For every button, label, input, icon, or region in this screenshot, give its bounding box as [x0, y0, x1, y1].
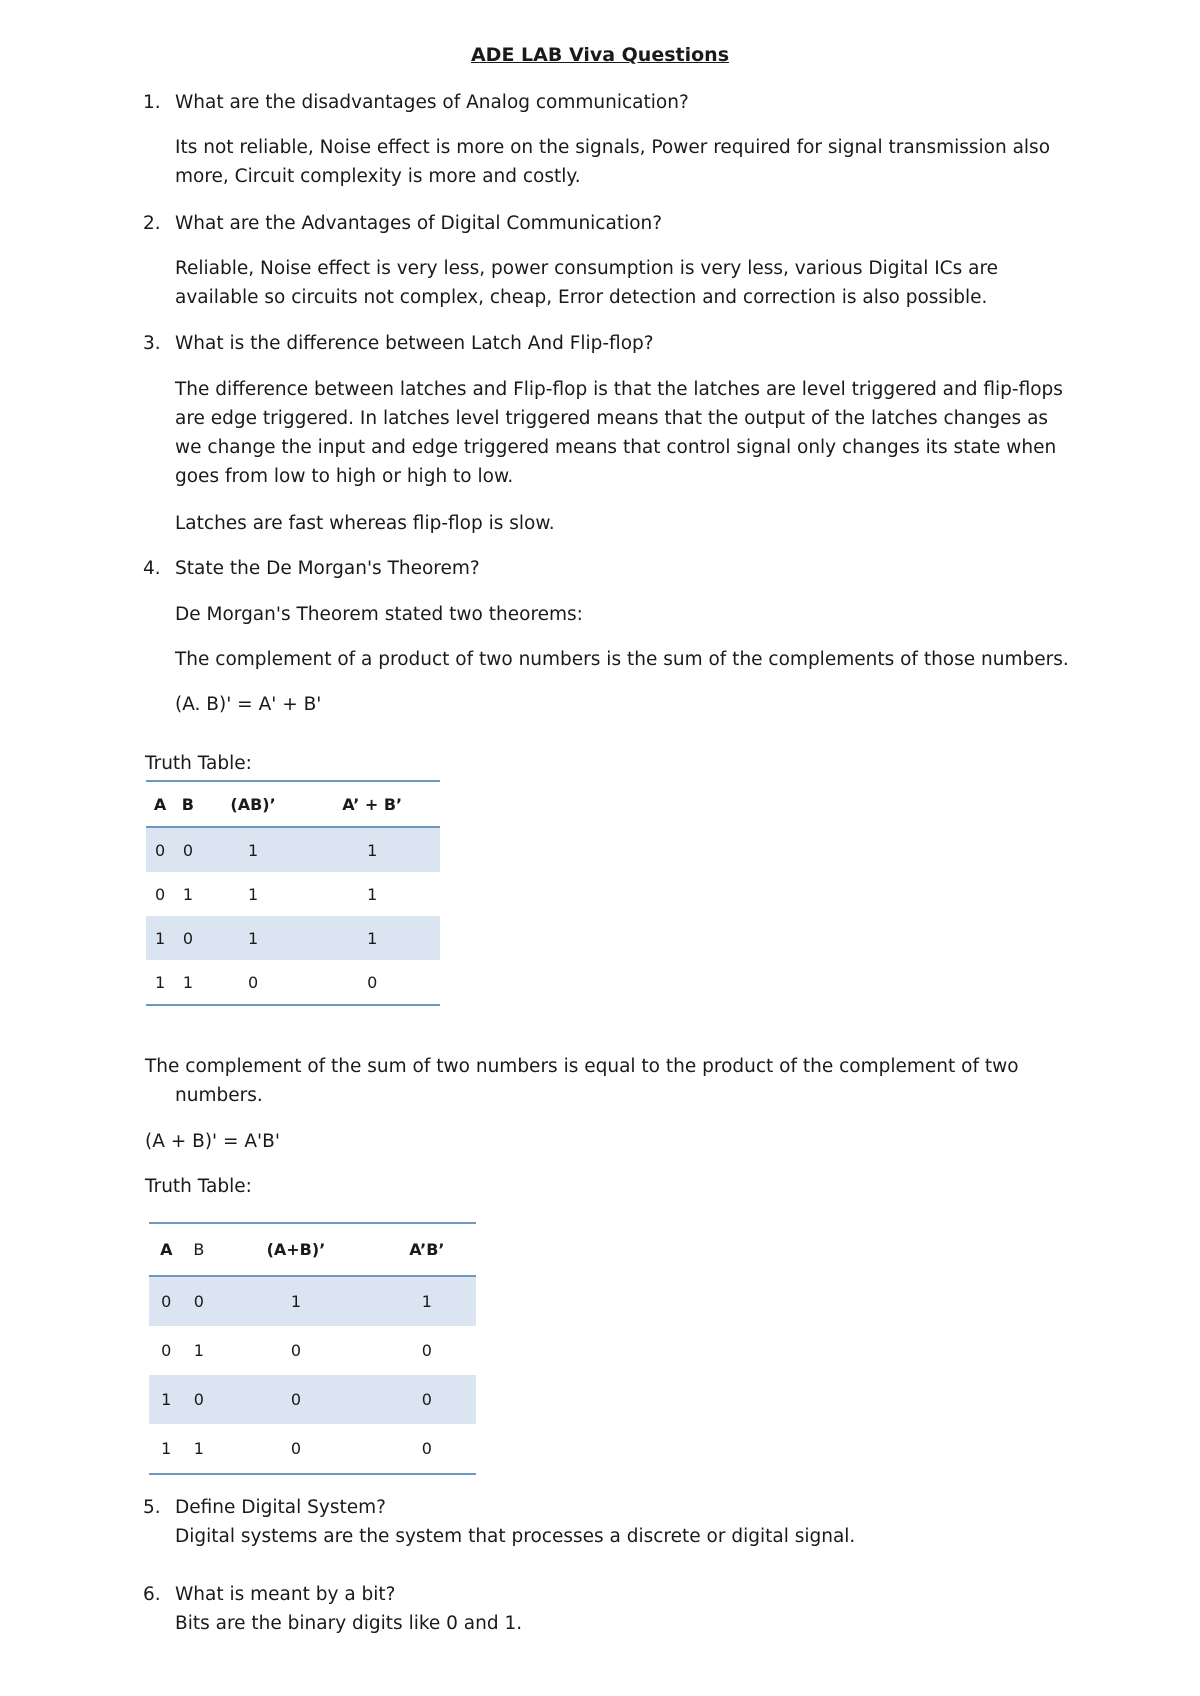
question-4 [143, 554, 480, 583]
question-3 [143, 329, 654, 358]
table-cell: 0 [290, 1341, 302, 1360]
table-cell: 1 [378, 1276, 476, 1326]
column-header: A’B’ [378, 1223, 476, 1276]
table-cell: 1 [193, 1439, 204, 1458]
question-number: 1. [143, 92, 161, 113]
table-cell: 1 [304, 827, 440, 872]
table-cell: 0 [367, 972, 378, 992]
question-2 [143, 209, 662, 238]
question-text: What are the Advantages of Digital Communication? [175, 213, 663, 234]
answer-6: Bits are the binary digits like 0 and 1. [175, 1613, 523, 1634]
table-cell: 1 [149, 1375, 184, 1424]
table-header-row [149, 1223, 476, 1276]
answer-2: Reliable, Noise effect is very less, power consumption is very less, various Digital ICs are available so circuits not complex, cheap, Error detection and correction is also possible. [175, 258, 999, 308]
table-row [149, 1326, 476, 1375]
table-cell: 1 [247, 884, 259, 904]
table-cell: 1 [154, 972, 166, 992]
table-cell: 1 [367, 884, 378, 904]
answer-5: Digital systems are the system that processes a discrete or digital signal. [175, 1526, 856, 1547]
truth-table-2-label: Truth Table: [145, 1176, 252, 1197]
table-cell: 1 [214, 1276, 378, 1326]
table-cell: 0 [184, 1276, 215, 1326]
question-1 [143, 88, 689, 117]
question-number: 5. [143, 1497, 161, 1518]
table-row [149, 1276, 476, 1326]
table-row [146, 872, 440, 916]
document-title: ADE LAB Viva Questions [470, 44, 730, 66]
table-cell: 0 [421, 1341, 432, 1360]
table-cell: 0 [161, 1341, 172, 1360]
table-cell: 1 [146, 916, 174, 960]
table-cell: 0 [154, 884, 166, 904]
formula-2: (A + B)' = A'B' [145, 1131, 280, 1152]
question-6 [143, 1580, 396, 1609]
table-cell: 1 [193, 1341, 204, 1360]
formula-1: (A. B)' = A' + B' [175, 694, 322, 715]
question-text: Define Digital System? [175, 1497, 386, 1518]
table-cell: 0 [421, 1439, 432, 1458]
theorem-intro: De Morgan's Theorem stated two theorems: [175, 604, 583, 625]
column-header: A’ + B’ [304, 781, 440, 827]
table-row [146, 916, 440, 960]
table-cell: 1 [202, 916, 305, 960]
question-number: 6. [143, 1584, 161, 1605]
table-cell: 0 [214, 1375, 378, 1424]
question-text: What are the disadvantages of Analog communication? [175, 92, 689, 113]
truth-table-1-label: Truth Table: [145, 753, 252, 774]
column-header: B [184, 1223, 215, 1276]
theorem-2: The complement of the sum of two numbers is equal to the product of the complement of two numbers. [145, 1056, 1019, 1106]
table-cell: 1 [202, 827, 305, 872]
column-header: (AB)’ [202, 781, 305, 827]
column-header: A [149, 1223, 184, 1276]
table-row [149, 1375, 476, 1424]
truth-table-2 [149, 1222, 476, 1475]
column-header: A [146, 781, 174, 827]
column-header: (A+B)’ [214, 1223, 378, 1276]
table-cell: 0 [146, 827, 174, 872]
table-cell: 1 [304, 916, 440, 960]
table-cell: 1 [182, 884, 193, 904]
question-number: 4. [143, 558, 161, 579]
table-row [149, 1424, 476, 1474]
question-text: What is the difference between Latch And Flip-flop? [175, 333, 654, 354]
table-cell: 0 [290, 1439, 302, 1458]
table-cell: 0 [174, 916, 202, 960]
answer-1: Its not reliable, Noise effect is more on the signals, Power required for signal transmission also more, Circuit complexity is more and costly. [175, 137, 1051, 187]
question-text: What is meant by a bit? [175, 1584, 396, 1605]
table-row [146, 960, 440, 1005]
table-cell: 0 [378, 1375, 476, 1424]
table-row [146, 827, 440, 872]
truth-table-1 [146, 780, 440, 1006]
answer-3-note: Latches are fast whereas flip-flop is slow. [175, 513, 555, 534]
question-5 [143, 1493, 386, 1522]
question-number: 2. [143, 213, 161, 234]
question-number: 3. [143, 333, 161, 354]
table-header-row [146, 781, 440, 827]
table-cell: 1 [182, 972, 193, 992]
question-text: State the De Morgan's Theorem? [175, 558, 480, 579]
table-cell: 0 [149, 1276, 184, 1326]
theorem-1: The complement of a product of two numbers is the sum of the complements of those numbers. [175, 649, 1069, 670]
table-cell: 1 [161, 1439, 172, 1458]
table-cell: 0 [174, 827, 202, 872]
column-header: B [174, 781, 202, 827]
table-cell: 0 [184, 1375, 215, 1424]
table-cell: 0 [247, 972, 259, 992]
answer-3: The difference between latches and Flip-flop is that the latches are level triggered and flip-flops are edge triggered. In latches level triggered means that the output of the latches changes as we change the input and edge triggered means that control signal only changes its state when goes from low to high or high to low. [175, 379, 1063, 487]
